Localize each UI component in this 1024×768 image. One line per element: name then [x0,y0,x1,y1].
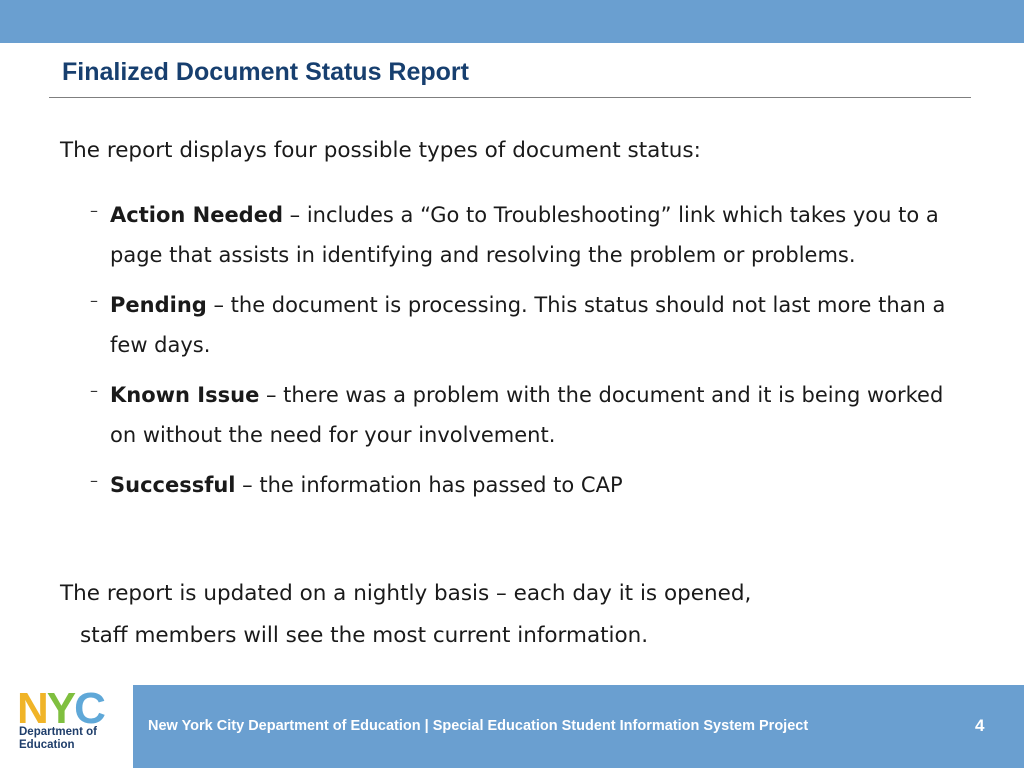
footer-text: New York City Department of Education | Special Education Student Information System Project [148,718,809,734]
nyc-logo-icon [17,690,127,726]
status-term: Known Issue [110,383,260,407]
status-description: – the document is processing. This status should not last more than a few days. [110,293,946,357]
status-term: Action Needed [110,203,283,227]
dash-bullet-icon: – [90,291,98,310]
dash-bullet-icon: – [90,381,98,400]
page-number: 4 [975,716,985,735]
closing-paragraph [60,573,960,657]
status-description: – the information has passed to CAP [235,473,623,497]
logo-caption-line-2: Education [19,739,75,751]
status-description: – includes a “Go to Troubleshooting” link which takes you to a page that assists in identifying and resolving the problem or problems. [110,203,939,267]
logo-letter: Y [46,690,75,726]
svg-text:NYC [17,690,105,726]
list-item [86,375,966,455]
closing-line-2: staff members will see the most current information. [80,623,649,648]
list-item [86,195,966,275]
status-list [86,195,966,515]
list-item [86,285,966,365]
status-term: Pending [110,293,207,317]
logo-letter: N [17,690,47,726]
status-description: – there was a problem with the document and it is being worked on without the need for your involvement. [110,383,944,447]
slide-title: Finalized Document Status Report [62,58,469,86]
dash-bullet-icon: – [90,471,98,490]
title-divider [49,97,971,98]
dash-bullet-icon: – [90,201,98,220]
status-term: Successful [110,473,236,497]
top-accent-bar [0,0,1024,43]
logo-caption-line-1: Department of [19,726,97,738]
intro-paragraph: The report displays four possible types of document status: [60,138,701,163]
logo-letter: C [74,690,104,726]
list-item [86,465,966,505]
closing-line-1: The report is updated on a nightly basis – each day it is opened, [60,581,752,606]
logo-caption [19,726,97,752]
